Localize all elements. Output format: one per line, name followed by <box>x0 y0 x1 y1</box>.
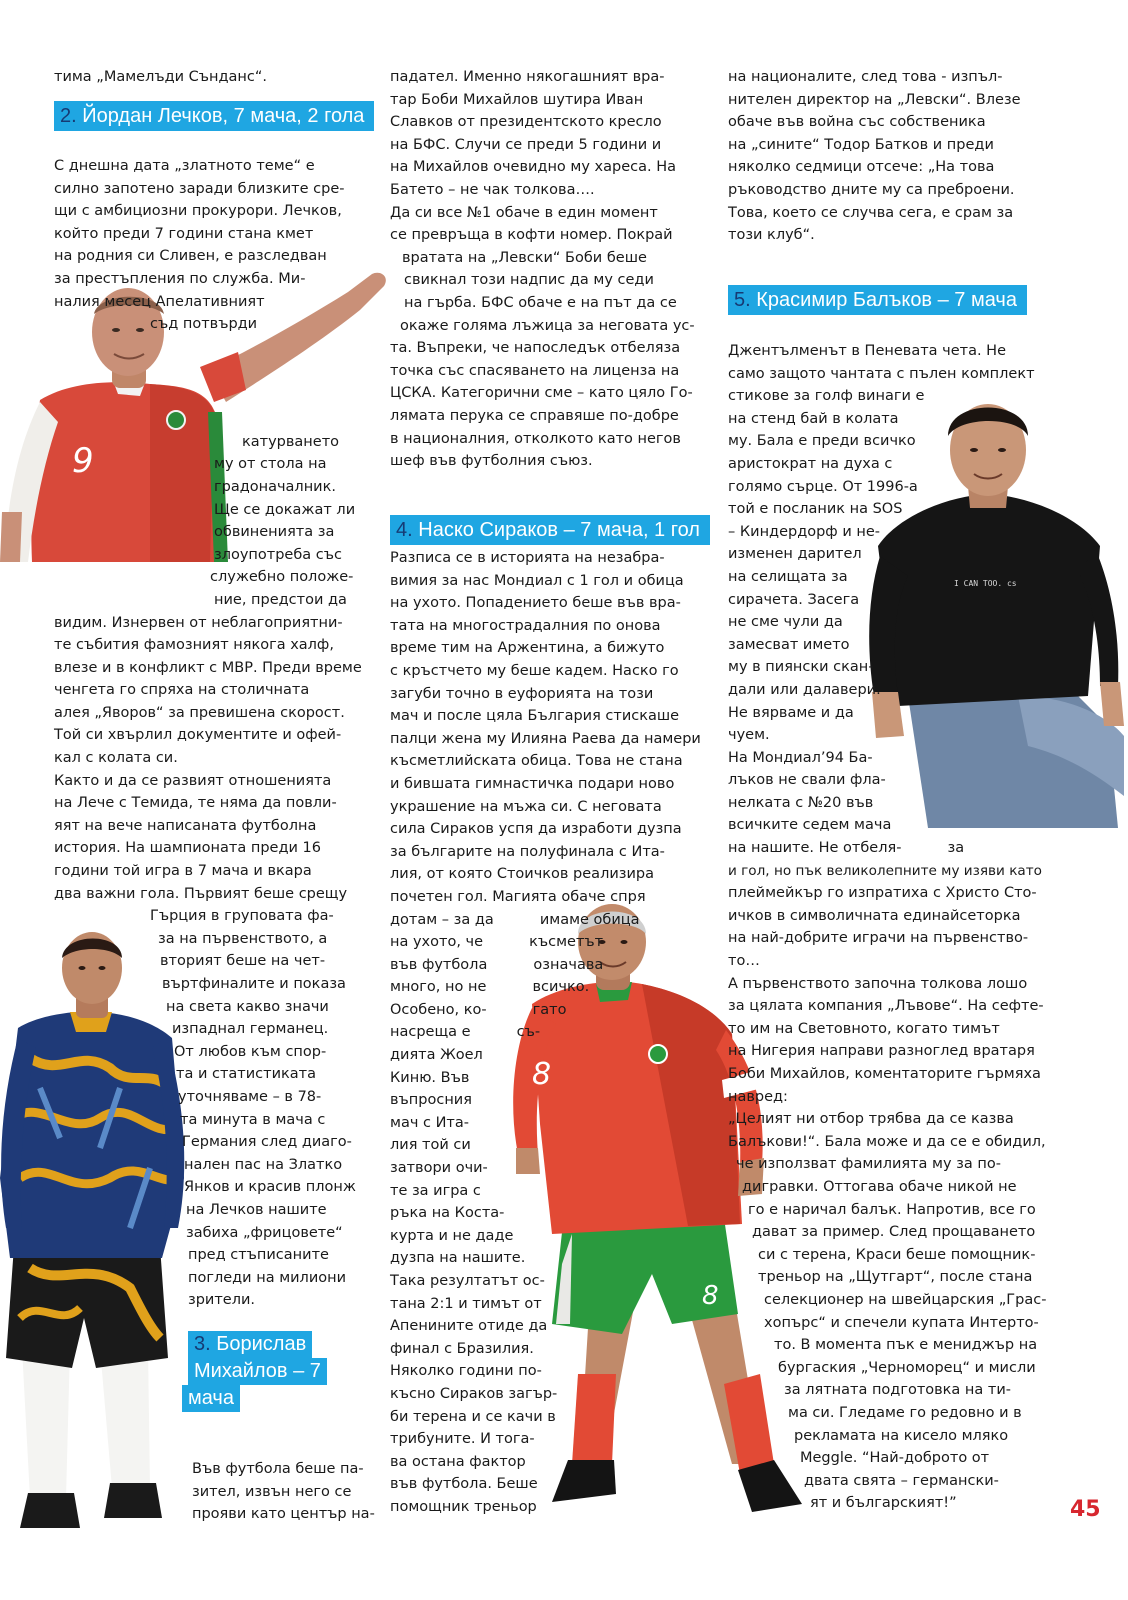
mihaylov-article-start <box>192 1458 375 1526</box>
text-line: плеймейкър го изпратиха с Христо Сто- <box>728 885 1037 902</box>
col1-top-text <box>54 66 356 89</box>
text-line: помощник треньор <box>390 1498 537 1515</box>
text-line: нелката с №20 във <box>728 794 874 811</box>
text-line: ва остана фактор <box>390 1453 526 1470</box>
text-line: този клуб“. <box>728 227 815 244</box>
text-line: ма си. Гледаме го редовно и в <box>788 1404 1022 1421</box>
heading-balakov <box>728 285 1027 315</box>
text-line: на стенд бай в колата <box>728 410 899 427</box>
text-line: на Лече с Темида, те няма да повли- <box>54 795 337 812</box>
page-number: 45 <box>1070 1497 1101 1522</box>
sirakov-article <box>390 547 701 1519</box>
text-line: трибуните. И тога- <box>390 1431 535 1448</box>
text-line: вимия за нас Мондиал с 1 гол и обица <box>390 572 684 589</box>
text-line: в националния, отколкото като негов <box>390 430 681 447</box>
text-line: лия, от която Стоичков реализира <box>390 866 654 883</box>
text-line: те за игра с <box>390 1182 481 1199</box>
column-1 <box>54 66 356 89</box>
text-line: налия месец Апелативният <box>54 293 265 310</box>
text-line: Гърция в груповата фа- <box>150 908 334 925</box>
text-line: тата на многострадалния по онова <box>390 617 661 634</box>
heading-text-line: Михайлов – 7 <box>194 1360 321 1382</box>
text-line: дигравки. Оттогава обаче никой не <box>742 1178 1017 1195</box>
text-line: украшение на мъжа си. С неговата <box>390 798 662 815</box>
text-line: дията Жоел <box>390 1047 483 1064</box>
text-line: дали или далавери. <box>728 681 881 698</box>
heading-mihaylov-line2 <box>188 1358 327 1385</box>
text-line: те събития фамозният някога халф, <box>54 637 334 654</box>
text-line: обаче във война със собственика <box>728 114 986 131</box>
text-line: Особено, ко- гато <box>390 1001 567 1018</box>
text-line: видим. Изнервен от неблагоприятни- <box>54 614 343 631</box>
text-line: и гол, но пък великолепните му изяви като <box>728 862 1042 879</box>
text-line: който преди 7 години стана кмет <box>54 225 314 242</box>
sirakov-shirt-number: 8 <box>532 1057 552 1092</box>
text-line: нален пас на Златко <box>184 1156 343 1173</box>
text-line: то… <box>728 953 760 970</box>
heading-text-line: Борислав <box>216 1333 307 1355</box>
text-line: на БФС. Случи се преди 5 години и <box>390 136 662 153</box>
text-line: Не вярваме и да <box>728 704 854 721</box>
text-line: От любов към спор- <box>174 1043 327 1060</box>
text-line: Балъкови!“. Бала може и да се е обидил, <box>728 1133 1046 1150</box>
heading-number: 4. <box>396 519 413 541</box>
text-line: само защото чантата с пълен комплект <box>728 365 1035 382</box>
text-line: за лятната подготовка на ти- <box>784 1382 1012 1399</box>
text-line: катурването <box>242 433 340 450</box>
text-line: въртфиналите и показа <box>162 976 346 992</box>
text-line: обвиненията за <box>214 524 335 541</box>
text-line: курта и не даде <box>390 1227 514 1244</box>
text-line: два важни гола. Първият беше срещу <box>54 885 348 902</box>
text-line: за цялата компания „Лъвове“. На сефте- <box>728 998 1044 1015</box>
text-line: Meggle. “Най-доброто от <box>800 1450 990 1467</box>
text-line: бургаския „Черноморец“ и мисли <box>778 1359 1036 1376</box>
text-line: късметлийската обица. Това не стана <box>390 753 683 770</box>
text-line: всичките седем мача <box>728 817 892 834</box>
text-line: късно Сираков загър- <box>390 1385 558 1402</box>
text-line: би терена и се качи в <box>390 1408 556 1425</box>
text-line: голямо сърце. От 1996-а <box>728 478 918 495</box>
text-line: ръка на Коста- <box>390 1205 505 1222</box>
text-line: Боби Михайлов, коментаторите гърмяха <box>728 1066 1041 1082</box>
text-line: на ухото, че късметът <box>390 934 604 951</box>
text-line: Във футбола беше па- <box>192 1461 364 1477</box>
text-line: то. В момента пък е мениджър на <box>774 1337 1038 1354</box>
heading-text: Красимир Балъков – 7 мача <box>756 289 1017 311</box>
text-line: влезе и в конфликт с МВР. Преди време <box>54 659 362 676</box>
text-line: го е наричал балък. Напротив, все го <box>748 1201 1036 1218</box>
text-line: служебно положе- <box>210 569 354 586</box>
heading-text: Наско Сираков – 7 мача, 1 гол <box>418 519 700 541</box>
heading-text-line: мача <box>188 1387 234 1409</box>
text-line: дават за пример. След прощаването <box>752 1224 1036 1241</box>
text-line: на ухото. Попадението беше във вра- <box>390 595 681 612</box>
text-line: във футбола. Беше <box>390 1476 538 1493</box>
heading-number: 2. <box>60 105 77 127</box>
text-line: тар Боби Михайлов шутира Иван <box>390 91 644 108</box>
text-line: и бившата гимнастичка подари ново <box>390 775 675 792</box>
text-line: във футбола означава <box>390 956 604 973</box>
text-line: насреща е съ- <box>390 1024 541 1041</box>
text-line: ченгета го спряха на столичната <box>54 682 310 699</box>
text-line: на Михайлов очевидно му хареса. На <box>390 159 676 176</box>
text-line: нителен директор на „Левски“. Влезе <box>728 91 1021 108</box>
balakov-article <box>728 340 1047 1515</box>
text-line: ичков в символичната единайсеторка <box>728 907 1021 924</box>
text-line: ние, предстои да <box>214 591 347 608</box>
text-line: селекционер на швейцарския „Грас- <box>764 1291 1047 1308</box>
text-line: на света какво значи <box>166 998 329 1015</box>
text-line: няколко седмици отсече: „На това <box>728 159 995 176</box>
text-line: му. Бала е преди всичко <box>728 433 916 450</box>
text-line: щи с амбициозни прокурори. Лечков, <box>54 203 342 220</box>
text-line: аристократ на духа с <box>728 455 893 472</box>
text-line: двата свята – германски- <box>804 1472 999 1489</box>
text-line: Германия след диаго- <box>182 1134 352 1151</box>
text-line: погледи на милиони <box>188 1269 347 1286</box>
text-line: Така резултатът ос- <box>390 1273 545 1289</box>
text-line: силно запотено заради близките сре- <box>54 180 345 197</box>
text-line: Джентълменът в Пеневата чета. Не <box>728 343 1007 359</box>
text-line: Той си хвърлил документите и офей- <box>54 727 342 744</box>
text-line: на родния си Сливен, е разследван <box>54 248 327 265</box>
text-line: ят и българският!” <box>810 1495 957 1512</box>
text-line: чуем. <box>728 727 770 744</box>
text-line: сирачета. Засега <box>728 591 860 608</box>
heading-number: 3. <box>194 1333 211 1355</box>
text-line: точка със спасяването на лиценза на <box>390 362 680 379</box>
text-line: треньор на „Щутгарт“, после стана <box>758 1269 1033 1286</box>
heading-mihaylov-line3 <box>182 1385 240 1412</box>
text-line: рекламата на кисело мляко <box>794 1427 1009 1444</box>
text-line: ръководство дните му са преброени. <box>728 181 1015 198</box>
text-line: много, но не всичко. <box>390 979 590 996</box>
text-line: сила Сираков успя да изработи дузпа <box>390 821 682 838</box>
text-line: забиха „фрицовете“ <box>186 1224 343 1241</box>
text-line: На Мондиал’94 Ба- <box>728 749 873 766</box>
text-line: лъков не свали фла- <box>728 772 886 789</box>
text-line: изменен дарител <box>728 546 862 563</box>
text-line: на Нигерия направи разноглед вратаря <box>728 1043 1035 1060</box>
text-line: за българите на полуфинала с Ита- <box>390 843 665 860</box>
text-line: падател. Именно някогашният вра- <box>390 69 665 85</box>
text-line: мач с Ита- <box>390 1114 469 1131</box>
heading-sirakov <box>390 515 710 545</box>
text-line: алея „Яворов“ за превишена скорост. <box>54 704 345 721</box>
text-line: на националите, след това - изпъл- <box>728 69 1003 85</box>
text-line: той е посланик на SOS <box>728 501 903 518</box>
text-line: тана 2:1 и тимът от <box>390 1295 542 1312</box>
text-line: почетен гол. Магията обаче спря <box>390 888 646 905</box>
text-line: стикове за голф винаги е <box>728 388 925 405</box>
heading-mihaylov <box>188 1331 312 1358</box>
text-line: му в пиянски скан- <box>728 659 874 676</box>
text-line: яят на вече написаната футболна <box>54 817 317 834</box>
text-line: си с терена, Краси беше помощник- <box>758 1246 1036 1263</box>
text-line: хопърс“ и спечели купата Интерто- <box>764 1314 1039 1331</box>
text-line: навред: <box>728 1088 788 1105</box>
text-line: Както и да се развият отношенията <box>54 772 332 789</box>
text-line: зител, извън него се <box>192 1483 352 1500</box>
text-line: съд потвърди <box>150 316 258 333</box>
text-line: прояви като център на- <box>192 1506 375 1523</box>
text-line: въпросния <box>390 1092 472 1109</box>
text-line: на нашите. Не отбеля- за <box>728 840 965 857</box>
text-line: се превръща в кофти номер. Покрай <box>390 227 673 244</box>
text-line: че използват фамилията му за по- <box>736 1156 1001 1173</box>
text-line: изпаднал германец. <box>172 1021 329 1038</box>
text-line: мач и после цяла България стискаше <box>390 708 680 725</box>
heading-text: Йордан Лечков, 7 мача, 2 гола <box>82 105 365 127</box>
text-line: на селищата за <box>728 568 848 585</box>
text-line: пред стъписаните <box>188 1247 329 1264</box>
text-line: Да си все №1 обаче в един момент <box>390 204 658 221</box>
text-line: лямата перука се справяше по-добре <box>390 407 679 424</box>
lechkov-article <box>54 155 362 1312</box>
text-line: кал с колата си. <box>54 750 178 767</box>
sirakov-shorts-number: 8 <box>702 1281 719 1311</box>
text-line: време тим на Аржентина, а бижуто <box>390 640 665 657</box>
heading-lechkov <box>54 101 374 131</box>
text-line: злоупотреба със <box>214 546 342 563</box>
text-line: окаже голяма лъжица за неговата ус- <box>400 317 695 334</box>
text-line: Янков и красив плонж <box>184 1179 356 1196</box>
text-line: дузпа на нашите. <box>390 1250 526 1267</box>
text-line: палци жена му Илияна Раева да намери <box>390 730 701 747</box>
text-line: му от стола на <box>214 456 327 473</box>
text-line: Това, което се случва сега, е срам за <box>728 204 1014 221</box>
text-line: финал с Бразилия. <box>390 1340 534 1357</box>
text-line: Апенините отиде да <box>390 1318 548 1335</box>
text-line: Киню. Във <box>390 1069 470 1086</box>
text-line: дотам – за да имаме обица <box>390 911 640 928</box>
text-line: лия той си <box>390 1137 471 1154</box>
text-line: „Целият ни отбор трябва да се казва <box>728 1111 1014 1128</box>
text-line: ЦСКА. Категорични сме – като цяло Го- <box>390 385 693 402</box>
text-line: Няколко години по- <box>390 1363 542 1380</box>
text-line: на гърба. БФС обаче е на път да се <box>404 294 677 311</box>
text-line: Батето – не чак толкова…. <box>390 181 595 198</box>
text-line: на Лечков нашите <box>186 1201 327 1218</box>
text-line: на „сините“ Тодор Батков и преди <box>728 136 994 153</box>
text-line: – Киндердорф и не- <box>728 523 880 540</box>
text-line: вратата на „Левски“ Боби беше <box>402 249 647 266</box>
text-line: Ще се докажат ли <box>214 501 356 518</box>
text-line: тима „Мамелъди Сънданс“. <box>54 69 267 85</box>
text-line: не сме чули да <box>728 614 843 631</box>
text-line: години той игра в 7 мача и вкара <box>54 863 312 880</box>
text-line: за на първенството, а <box>158 930 328 947</box>
text-line: Славков от президентското кресло <box>390 114 662 131</box>
sirakov-article-continued <box>728 66 1032 247</box>
text-line: градоначалник. <box>214 478 336 495</box>
text-line: загуби точно в еуфорията на този <box>390 685 654 702</box>
balakov-shirt-print: I CAN TOO. cs <box>954 579 1017 588</box>
text-line: замесват името <box>728 636 850 653</box>
text-line: история. На шампионата преди 16 <box>54 840 321 857</box>
mihaylov-article-continued <box>390 66 695 473</box>
text-line: шеф във футболния съюз. <box>390 453 593 470</box>
lechkov-shirt-number: 9 <box>72 441 94 481</box>
text-line: Разписа се в историята на незабра- <box>390 550 665 566</box>
text-line: та и статистиката <box>176 1066 316 1083</box>
text-line: то им на Световното, когато тимът <box>728 1020 1000 1037</box>
text-line: свикнал този надпис да му седи <box>404 272 654 289</box>
text-line: вторият беше на чет- <box>160 953 326 970</box>
text-line: затвори очи- <box>390 1160 488 1177</box>
text-line: та. Въпреки, че напоследък отбеляза <box>390 340 681 357</box>
text-line: А първенството започна толкова лошо <box>728 975 1028 992</box>
text-line: с кръстчето му беше кадем. Наско го <box>390 662 679 679</box>
text-line: на най-добрите играчи на първенство- <box>728 930 1029 947</box>
text-line: С днешна дата „златното теме“ е <box>54 158 315 174</box>
text-line: за престъпления по служба. Ми- <box>54 270 306 287</box>
text-line: уточняваме – в 78- <box>178 1088 322 1105</box>
text-line: зрители. <box>188 1292 256 1309</box>
text-line: та минута в мача с <box>180 1111 326 1128</box>
heading-number: 5. <box>734 289 751 311</box>
